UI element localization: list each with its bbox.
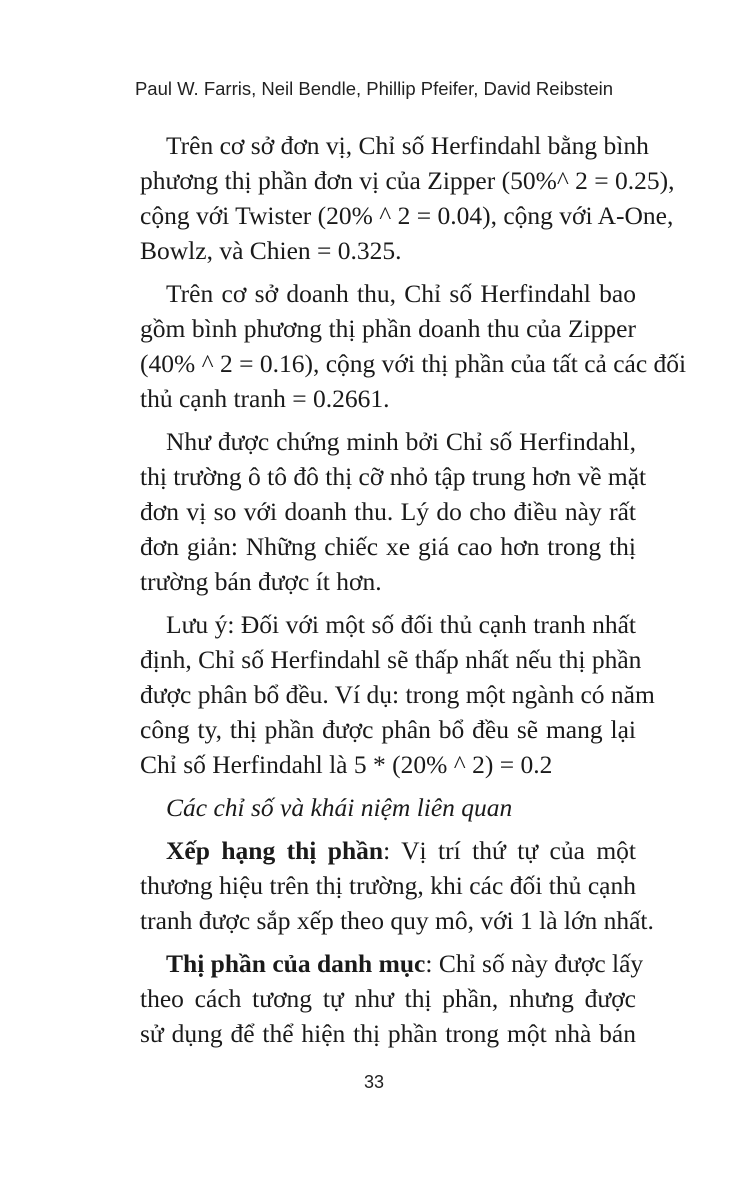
text-line: Trên cơ sở đơn vị, Chỉ số Herfindahl bằng bình — [166, 131, 649, 160]
text-line: gồm bình phương thị phần doanh thu của Zipper — [140, 314, 636, 343]
paragraph — [140, 424, 647, 599]
text-line: Lưu ý: Đối với một số đối thủ cạnh tranh nhất — [166, 610, 636, 639]
page-number: 33 — [363, 1072, 385, 1092]
text-line: (40% ^ 2 = 0.16), cộng với thị phần của tất cả các đối — [140, 349, 687, 378]
running-header: Paul W. Farris, Neil Bendle, Phillip Pfeifer, David Reibstein — [134, 78, 614, 99]
text-line: thương hiệu trên thị trường, khi các đối thủ cạnh — [140, 871, 636, 900]
text-line: cộng với Twister (20% ^ 2 = 0.04), cộng với A-One, — [140, 201, 674, 230]
definition — [140, 833, 654, 938]
text-line: thủ cạnh tranh = 0.2661. — [140, 384, 390, 413]
text-line: đơn giản: Những chiếc xe giá cao hơn trong thị — [140, 532, 636, 561]
definition-term: Xếp hạng thị phần — [166, 836, 384, 865]
text-line: theo cách tương tự như thị phần, nhưng được — [140, 984, 636, 1013]
text-line: trường bán được ít hơn. — [140, 567, 382, 596]
text-line: đơn vị so với doanh thu. Lý do cho điều này rất — [140, 497, 636, 526]
text-line — [140, 833, 636, 868]
text-line: Trên cơ sở doanh thu, Chỉ số Herfindahl bao — [166, 279, 636, 308]
paragraph — [140, 128, 675, 268]
text-line: sử dụng để thể hiện thị phần trong một nhà bán — [140, 1019, 636, 1048]
text-line: Bowlz, và Chien = 0.325. — [140, 236, 402, 265]
text-line: thị trường ô tô đô thị cỡ nhỏ tập trung hơn về mặt — [140, 462, 647, 491]
section-heading-text: Các chỉ số và khái niệm liên quan — [166, 793, 513, 822]
paragraph — [140, 276, 687, 416]
text-line: tranh được sắp xếp theo quy mô, với 1 là lớn nhất. — [140, 906, 654, 935]
definition-term: Thị phần của danh mục — [166, 949, 426, 978]
section-heading — [140, 790, 636, 825]
text-line — [140, 946, 644, 981]
text-line: Chỉ số Herfindahl là 5 * (20% ^ 2) = 0.2 — [140, 750, 553, 779]
text-line: Như được chứng minh bởi Chỉ số Herfindahl, — [166, 427, 636, 456]
text-line: được phân bổ đều. Ví dụ: trong một ngành có năm — [140, 680, 655, 709]
definition-text: : Vị trí thứ tự của một — [383, 836, 636, 865]
page-body — [140, 128, 687, 1059]
paragraph — [140, 607, 655, 782]
definition — [140, 946, 644, 1051]
text-line: định, Chỉ số Herfindahl sẽ thấp nhất nếu thị phần — [140, 645, 642, 674]
text-line: công ty, thị phần được phân bổ đều sẽ mang lại — [140, 715, 636, 744]
text-line: phương thị phần đơn vị của Zipper (50%^ 2 = 0.25), — [140, 166, 675, 195]
definition-text: : Chỉ số này được lấy — [425, 949, 644, 978]
